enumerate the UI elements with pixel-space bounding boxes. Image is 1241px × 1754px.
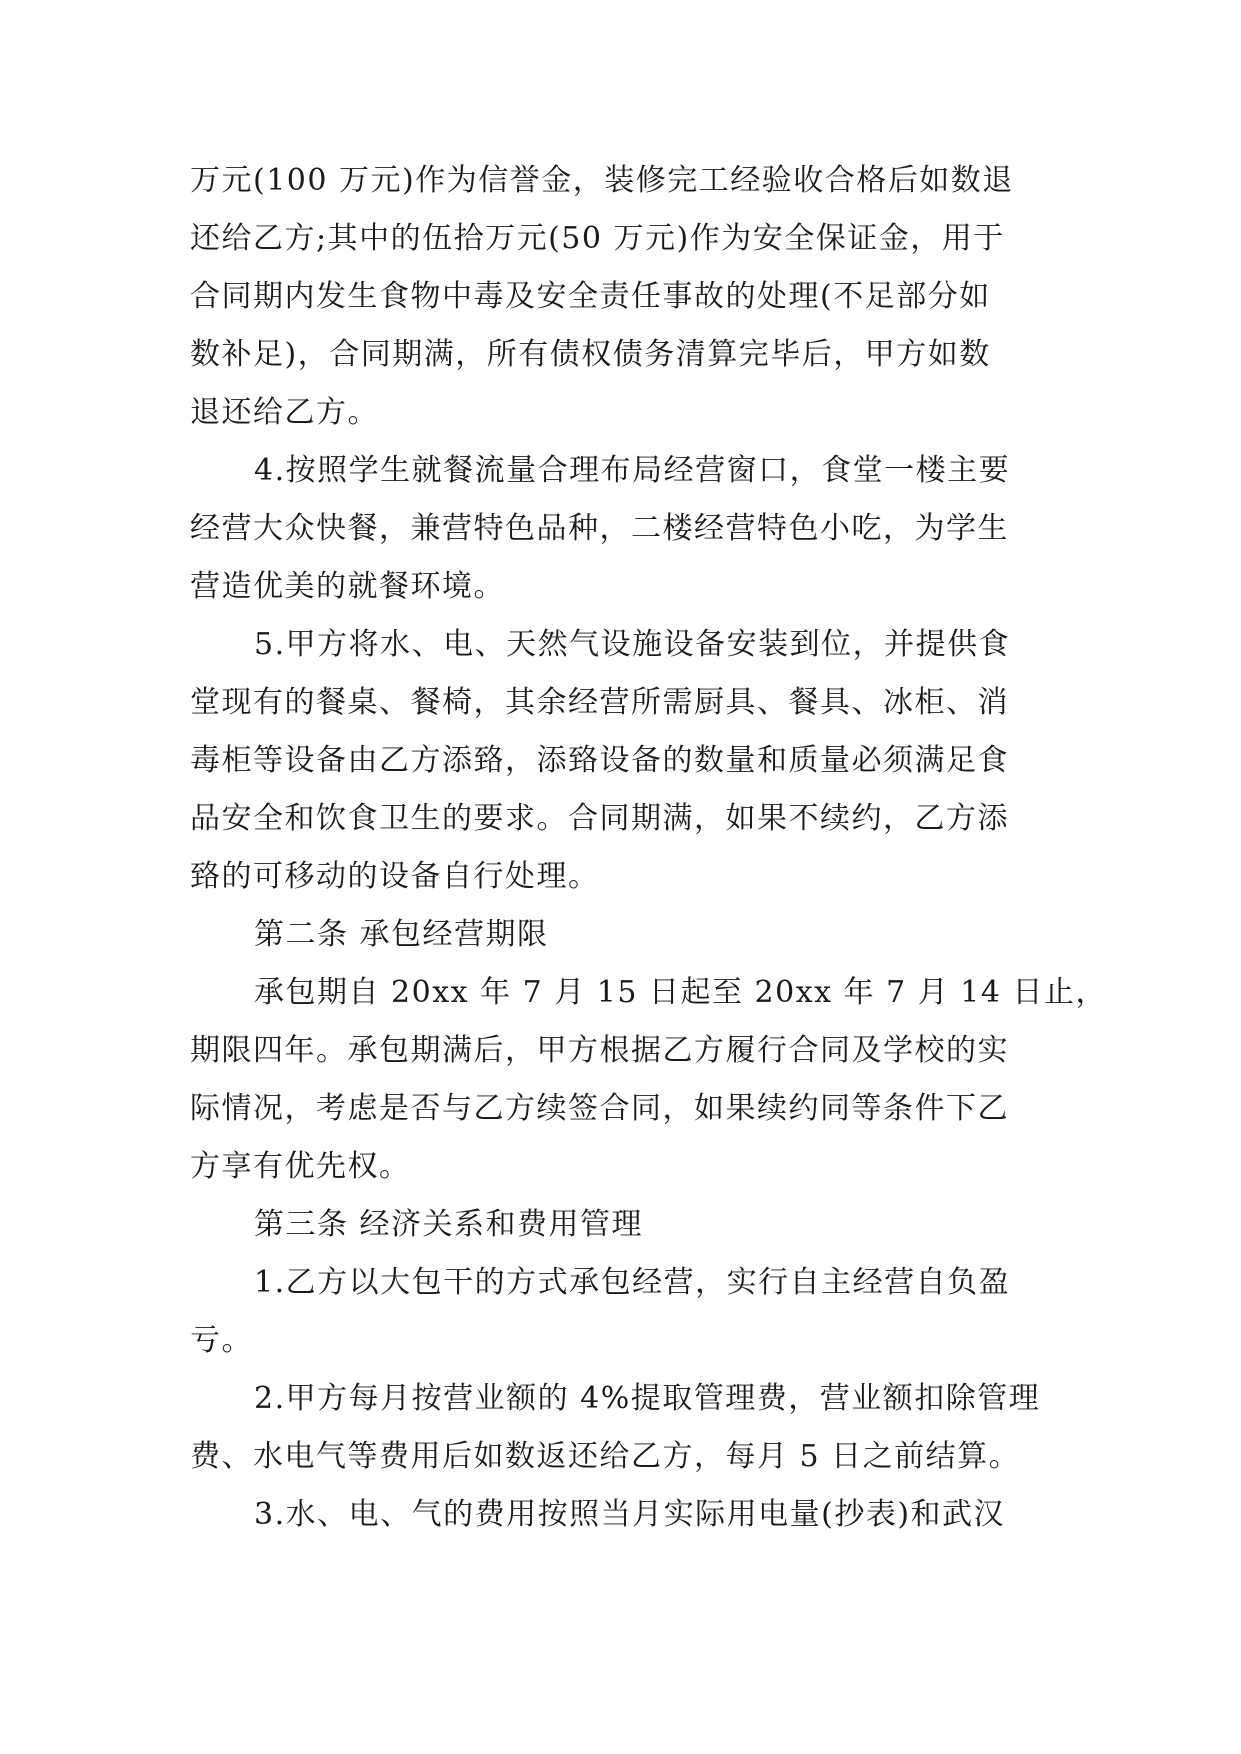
- text-line: 第三条 经济关系和费用管理: [254, 1207, 644, 1242]
- text-line: 1.乙方以大包干的方式承包经营，实行自主经营自负盈: [254, 1265, 1011, 1300]
- text-line: 第二条 承包经营期限: [254, 917, 549, 952]
- paragraph: [190, 442, 1052, 616]
- text-line: 4.按照学生就餐流量合理布局经营窗口，食堂一楼主要: [254, 453, 1011, 488]
- section-heading: [190, 906, 1052, 964]
- text-line: 臵的可移动的设备自行处理。: [190, 859, 600, 894]
- paragraph: [190, 152, 1052, 442]
- document-body: [190, 152, 1107, 1544]
- text-line: 营造优美的就餐环境。: [190, 569, 505, 604]
- text-line: 经营大众快餐，兼营特色品种，二楼经营特色小吃，为学生: [190, 511, 1009, 546]
- text-line: 费、水电气等费用后如数返还给乙方，每月 5 日之前结算。: [190, 1439, 1021, 1474]
- text-line: 堂现有的餐桌、餐椅，其余经营所需厨具、餐具、冰柜、消: [190, 685, 1009, 720]
- section-heading: [190, 1196, 1052, 1254]
- paragraph: [190, 1254, 1052, 1370]
- text-line: 方享有优先权。: [190, 1149, 411, 1184]
- text-line: 还给乙方;其中的伍拾万元(50 万元)作为安全保证金，用于: [190, 221, 1005, 256]
- text-line: 数补足)，合同期满，所有债权债务清算完毕后，甲方如数: [190, 337, 991, 372]
- text-line: 亏。: [190, 1323, 253, 1358]
- text-line: 期限四年。承包期满后，甲方根据乙方履行合同及学校的实: [190, 1033, 1009, 1068]
- text-line: 3.水、电、气的费用按照当月实际用电量(抄表)和武汉: [254, 1497, 1006, 1532]
- text-line: 退还给乙方。: [190, 395, 379, 430]
- text-line: 毒柜等设备由乙方添臵，添臵设备的数量和质量必须满足食: [190, 743, 1009, 778]
- text-line: 5.甲方将水、电、天然气设施设备安装到位，并提供食: [254, 627, 1011, 662]
- text-line: 2.甲方每月按营业额的 4%提取管理费，营业额扣除管理: [254, 1381, 1041, 1416]
- paragraph: [190, 964, 1107, 1196]
- text-line: 品安全和饮食卫生的要求。合同期满，如果不续约，乙方添: [190, 801, 1009, 836]
- text-line: 承包期自 20xx 年 7 月 15 日起至 20xx 年 7 月 14 日止，: [254, 975, 1107, 1010]
- text-line: 万元(100 万元)作为信誉金，装修完工经验收合格后如数退: [190, 163, 1014, 198]
- paragraph: [190, 616, 1052, 906]
- text-line: 合同期内发生食物中毒及安全责任事故的处理(不足部分如: [190, 279, 991, 314]
- text-line: 际情况，考虑是否与乙方续签合同，如果续约同等条件下乙: [190, 1091, 1009, 1126]
- paragraph: [190, 1370, 1052, 1486]
- paragraph: [190, 1486, 1052, 1544]
